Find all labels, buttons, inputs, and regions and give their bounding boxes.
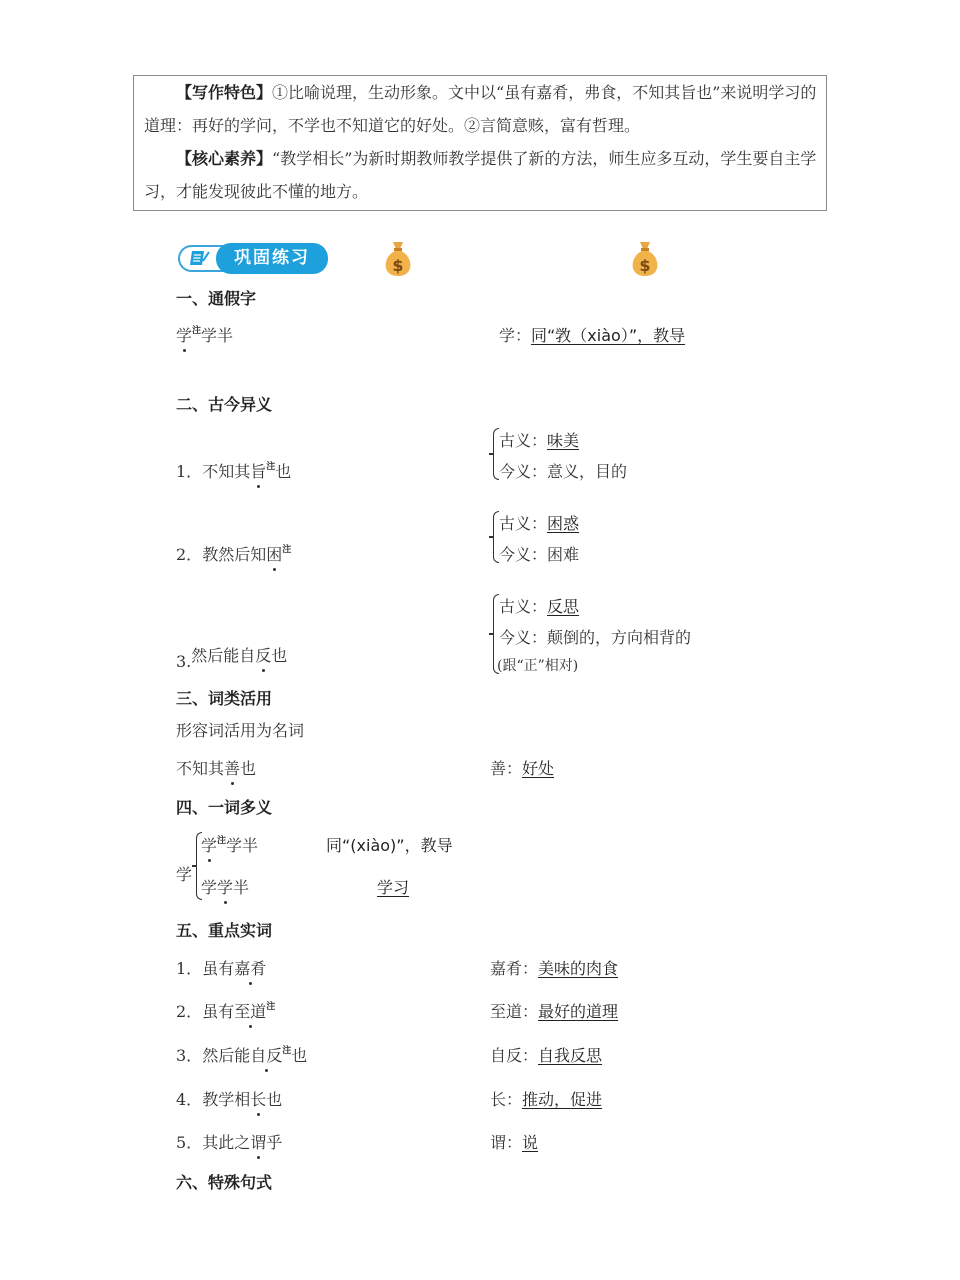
brace-tip — [489, 453, 493, 455]
s5-item-2 — [176, 999, 275, 1022]
note-mark: 注 — [192, 326, 202, 336]
s5-item-5-answer-row — [490, 1130, 538, 1153]
s5-item-2-answer-row — [490, 999, 618, 1022]
writing-features-paragraph — [144, 76, 820, 142]
answer-text: 好处 — [522, 759, 555, 778]
s2-item-2-new — [499, 542, 579, 565]
item-number: 2． — [176, 1002, 203, 1021]
key-char: 学 — [176, 323, 192, 346]
sentence-post: 也 — [275, 462, 292, 481]
section-title-cilei-huoyong: 三、词类活用 — [176, 689, 273, 708]
sentence-rest: 半 — [233, 878, 250, 897]
old-label: 古义： — [499, 431, 548, 450]
item-number: 4． — [176, 1090, 203, 1109]
key-word: 自反 — [250, 1043, 282, 1066]
note-mark: 注 — [282, 545, 292, 555]
section-title-teshu-jushi: 六、特殊句式 — [176, 1173, 273, 1192]
s5-item-5 — [176, 1130, 282, 1153]
note-mark: 注 — [266, 462, 276, 472]
core-literacy-label: 【核心素养】 — [176, 149, 273, 168]
new-meaning: 颠倒的，方向相背的 — [547, 628, 692, 647]
old-meaning: 困惑 — [547, 514, 580, 533]
answer-text: 说 — [522, 1133, 539, 1152]
answer-label: 至道： — [490, 1002, 539, 1021]
answer-label: 自反： — [490, 1046, 539, 1065]
answer-text: 最好的道理 — [538, 1002, 619, 1021]
s5-item-3-answer-row — [490, 1043, 602, 1066]
sentence-rest: 学半 — [226, 836, 259, 855]
brace-tip — [192, 865, 196, 867]
moneybag-icon — [381, 240, 415, 278]
s1-sentence — [176, 323, 233, 346]
s5-item-4-answer-row — [490, 1087, 602, 1110]
sentence-pre: 虽有 — [202, 959, 235, 978]
moneybag-icon — [628, 240, 662, 278]
key-word: 至道 — [234, 999, 266, 1022]
sentence-pre: 其此之 — [202, 1133, 251, 1152]
section-title-gujin-yiyi: 二、古今异义 — [176, 395, 273, 414]
core-literacy-paragraph — [144, 142, 820, 208]
s3-subtitle: 形容词活用为名词 — [176, 721, 305, 740]
item-number: 3. — [176, 652, 192, 671]
sentence-post: 乎 — [266, 1133, 283, 1152]
svg-text:$: $ — [392, 256, 404, 275]
item-number: 1． — [176, 959, 203, 978]
writing-features-text: ①比喻说理，生动形象。文中以“虽有嘉肴，弗食，不知其旨也”来说明学习的道理：再好的学问，不学也不知道它的好处。②言简意赅，富有哲理。 — [144, 83, 817, 135]
s2-item-3-new — [499, 625, 691, 648]
answer-label: 学： — [499, 326, 532, 345]
new-label: 今义： — [499, 628, 548, 647]
key-char: 谓 — [250, 1130, 266, 1153]
s4-item-2-answer: 学习 — [377, 878, 410, 897]
brace-tip — [489, 633, 493, 635]
s4-item-2 — [201, 875, 249, 898]
item-number: 5． — [176, 1133, 203, 1152]
brace-tip — [489, 536, 493, 538]
sentence-pre: 然后能自 — [191, 646, 256, 665]
new-meaning: 意义，目的 — [547, 462, 628, 481]
s1-answer-row — [499, 323, 685, 346]
section-title-zhongdian-shici: 五、重点实词 — [176, 921, 273, 940]
note-mark: 注 — [266, 1002, 276, 1012]
answer-text: 推动，促进 — [522, 1090, 603, 1109]
svg-text:$: $ — [639, 256, 651, 275]
answer-label: 善： — [490, 759, 523, 778]
answer-text: 同“敩（xiào）”，教导 — [531, 326, 686, 345]
s2-item-3-new-note: (跟“正”相对) — [497, 658, 579, 674]
item-number: 3． — [176, 1046, 203, 1065]
sentence-pre: 教学相 — [202, 1090, 251, 1109]
sentence-post: 也 — [291, 1046, 308, 1065]
new-label: 今义： — [499, 545, 548, 564]
s4-item-1 — [201, 833, 258, 856]
new-meaning: 困难 — [547, 545, 580, 564]
note-mark: 注 — [282, 1046, 292, 1056]
s2-item-1 — [176, 459, 291, 482]
notebook-pen-icon — [188, 249, 210, 267]
sentence-pre: 不知其 — [202, 462, 251, 481]
key-char: 善 — [224, 756, 240, 779]
s2-item-2-old — [499, 511, 579, 534]
sentence-post: 也 — [266, 1090, 283, 1109]
badge-label: 巩固练习 — [216, 243, 328, 274]
core-literacy-text: “教学相长”为新时期教师教学提供了新的方法，师生应多互动，学生要自主学习，才能发现彼此不懂的地方。 — [144, 149, 817, 201]
old-meaning: 味美 — [547, 431, 580, 450]
answer-label: 长： — [490, 1090, 523, 1109]
key-char: 学 — [201, 833, 217, 856]
sentence-pre: 然后能 — [202, 1046, 251, 1065]
old-label: 古义： — [499, 514, 548, 533]
sentence-post: 也 — [271, 646, 288, 665]
note-mark: 注 — [217, 836, 227, 846]
section-title-tongjiazi: 一、通假字 — [176, 289, 257, 308]
answer-text: 自我反思 — [538, 1046, 603, 1065]
summary-box — [133, 75, 827, 211]
key-char: 长 — [250, 1087, 266, 1110]
item-number: 1． — [176, 462, 203, 481]
item-number: 2． — [176, 545, 203, 564]
sentence-pre: 教然后知 — [202, 545, 267, 564]
sentence-rest: 学半 — [201, 326, 234, 345]
answer-text: 美味的肉食 — [538, 959, 619, 978]
s4-word: 学 — [176, 865, 193, 884]
s2-item-3 — [176, 643, 288, 671]
s5-item-1-answer-row — [490, 956, 618, 979]
section-title-yici-duoyi: 四、一词多义 — [176, 798, 273, 817]
s3-answer-row — [490, 756, 554, 779]
answer-label: 嘉肴： — [490, 959, 539, 978]
s5-item-3 — [176, 1043, 307, 1066]
s4-item-1-answer: 同“(xiào)”，教导 — [326, 836, 453, 855]
s2-item-3-old — [499, 594, 579, 617]
s5-item-4 — [176, 1087, 282, 1110]
sentence-post: 也 — [240, 759, 257, 778]
key-char: 旨 — [250, 459, 266, 482]
old-meaning: 反思 — [547, 597, 580, 616]
s2-item-2 — [176, 542, 291, 565]
key-char: 反 — [255, 643, 271, 666]
s3-sentence — [176, 756, 256, 779]
writing-features-label: 【写作特色】 — [176, 83, 273, 102]
key-word: 嘉肴 — [234, 956, 266, 979]
s5-item-1 — [176, 956, 266, 979]
s2-item-1-new — [499, 459, 627, 482]
sentence-pre: 不知其 — [176, 759, 225, 778]
sentence-pre: 虽有 — [202, 1002, 235, 1021]
key-char: 困 — [266, 542, 282, 565]
answer-label: 谓： — [490, 1133, 523, 1152]
s2-item-1-old — [499, 428, 579, 451]
new-label: 今义： — [499, 462, 548, 481]
practice-badge — [178, 243, 328, 274]
sentence-pre: 学 — [201, 878, 218, 897]
key-char: 学 — [217, 875, 233, 898]
old-label: 古义： — [499, 597, 548, 616]
